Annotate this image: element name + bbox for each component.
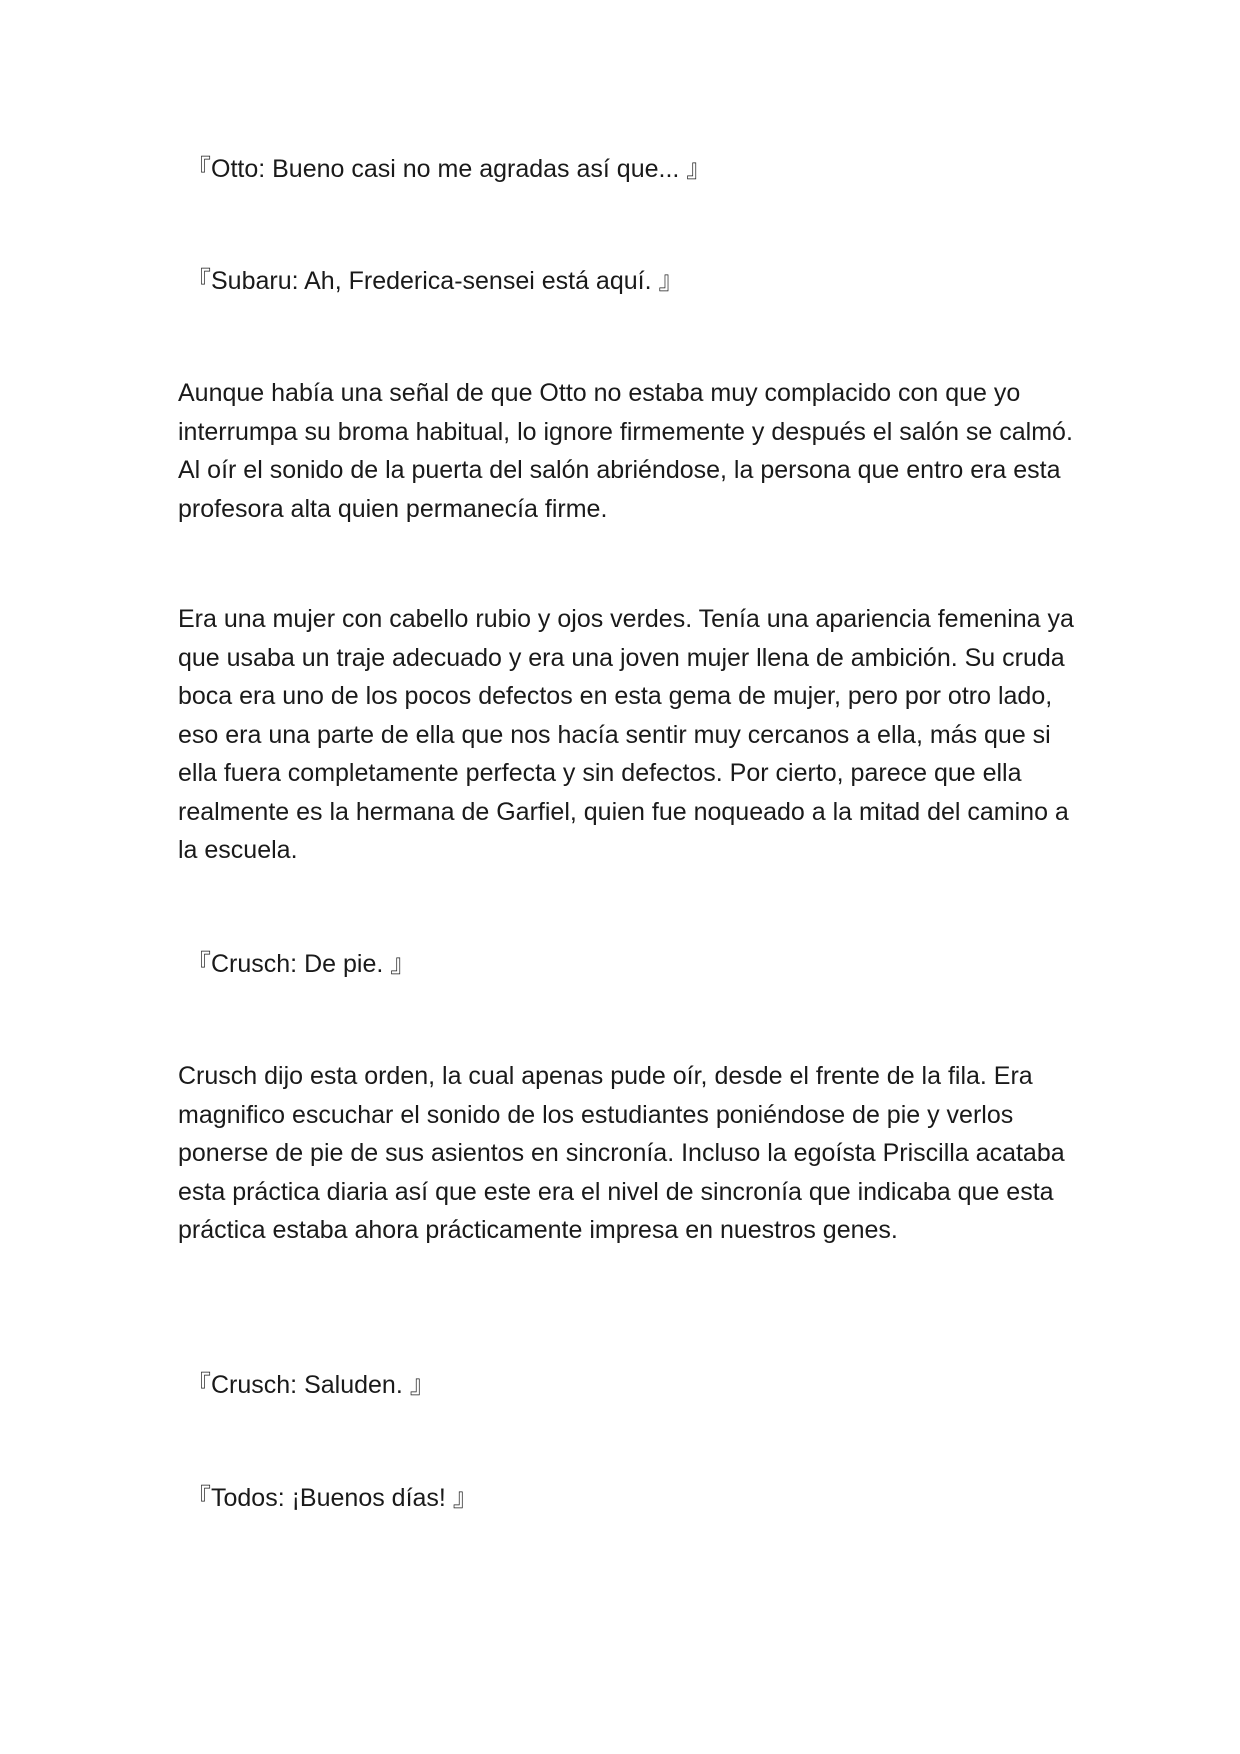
dialogue-line-otto: 『Otto: Bueno casi no me agradas así que... 』 bbox=[186, 155, 712, 183]
narration-paragraph: Aunque había una señal de que Otto no estaba muy complacido con que yo interrumpa su broma habitual, lo ignore firmemente y después el salón se calmó. Al oír el sonido de la puerta del salón abriéndose, la persona que entro era esta profesora alta quien permanecía firme. bbox=[178, 379, 1073, 523]
dialogue-line-todos: 『Todos: ¡Buenos días! 』 bbox=[186, 1484, 478, 1512]
dialogue-line-subaru: 『Subaru: Ah, Frederica-sensei está aquí. 』 bbox=[186, 267, 684, 295]
dialogue-line-crusch: 『Crusch: De pie. 』 bbox=[186, 950, 416, 978]
dialogue-line-crusch: 『Crusch: Saluden. 』 bbox=[186, 1371, 435, 1399]
narration-paragraph: Crusch dijo esta orden, la cual apenas pude oír, desde el frente de la fila. Era magnifico escuchar el sonido de los estudiantes poniéndose de pie y verlos ponerse de pie de sus asientos en sincronía. Incluso la egoísta Priscilla acataba esta práctica diaria así que este era el nivel de sincronía que indicaba que esta práctica estaba ahora prácticamente impresa en nuestros genes. bbox=[178, 1062, 1065, 1244]
narration-paragraph: Era una mujer con cabello rubio y ojos verdes. Tenía una apariencia femenina ya que usaba un traje adecuado y era una joven mujer llena de ambición. Su cruda boca era uno de los pocos defectos en esta gema de mujer, pero por otro lado, eso era una parte de ella que nos hacía sentir muy cercanos a ella, más que si ella fuera completamente perfecta y sin defectos. Por cierto, parece que ella realmente es la hermana de Garfiel, quien fue noqueado a la mitad del camino a la escuela. bbox=[178, 605, 1074, 864]
